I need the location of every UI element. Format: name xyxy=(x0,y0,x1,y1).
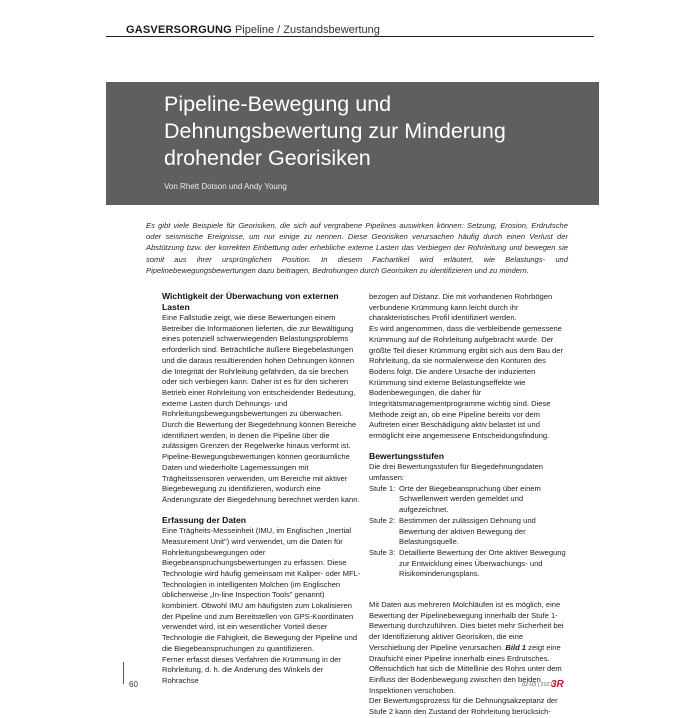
stage-text: Orte der Biegebeanspruchung über einem Schwellenwert werden gemeldet und aufgezeichnet. xyxy=(399,483,541,515)
issue-number: 02-03 | 2021 xyxy=(522,682,553,688)
stage-item xyxy=(369,548,568,580)
stage-text: Bestimmen der zulässigen Dehnung und Bewertung der aktiven Bewegung der Belastungsquelle. xyxy=(399,515,536,547)
figure-reference: Bild 1 xyxy=(505,642,527,652)
paragraph: Der Bewertungsprozess für die Dehnungsakzeptanz der Stufe 2 kann den Zustand der Rohrleitung berücksich- xyxy=(369,696,558,717)
assessment-stage-list xyxy=(369,484,568,580)
section-heading-data-collection: Erfassung der Daten xyxy=(162,514,247,525)
paragraph-text: zeigt eine Draufsicht einer Pipeline innerhalb eines Erdrutsches. Offensichtlich hat sich die Mittellinie des Rohrs unter dem Einfluss der Bodenbewegung zwischen den beiden Inspektionen verschoben. xyxy=(369,642,562,695)
paragraph: bezogen auf Distanz. Die mit vorhandenen Rohrbögen verbundene Krümmung kann leicht durch ihr charakteristisches Profil identifiziert werden. xyxy=(369,292,553,323)
running-header xyxy=(126,24,380,36)
paragraph: Eine Trägheits-Messeinheit (IMU, im Englischen „Inertial Measurement Unit") wird verwendet, um die Daten für Rohrleitungsbewegungen oder Biegebeanspruchungsbewertungen zu erfassen. Diese Technologie wird häufig gemeinsam mit Kaliper- oder MFL-Technologien in intelligenten Molchen (im Englischen üblicherweise „In-line Inspection Tools" genannt) kombiniert. Obwohl IMU am häufigsten zum Lokalisieren der Pipeline und zum Bereitstellen von GPS-Koordinaten verwendet wird, ist ein wesentlicher Vorteil dieser Technologie die Fähigkeit, die Bewegung der Pipeline und die Biegebeanspruchungen zu quantifizieren. xyxy=(162,526,361,653)
paragraph: Die drei Bewertungsstufen für Biegedehnungsdaten umfassen: xyxy=(369,462,543,483)
paragraph-text: Mit Daten aus mehreren Molchläufen ist es möglich, eine Bewertung der Pipelinebewegung innerhalb der Stufe 1-Bewertung durchzuführen. Dies bietet mehr Sicherheit bei der Identifizierung aktiver Georisiken, die eine Verschiebung der Pipeline verursachen. xyxy=(369,600,564,652)
column-right xyxy=(369,292,568,718)
logo-text: 3R xyxy=(551,679,564,688)
byline: Von Rhett Dotson und Andy Young xyxy=(164,182,287,191)
footer-rule xyxy=(123,662,124,684)
stage-text: Detaillierte Bewertung der Orte aktiver Bewegung zur Entwicklung eines Überwachungs- und Risikominderungsplans. xyxy=(399,547,566,579)
stage-label: Stufe 3: xyxy=(369,547,396,557)
paragraph: Eine Fallstudie zeigt, wie diese Bewertungen einem Betreiber die Informationen lieferten, die zur Bewältigung eines potenziell schwerwiegenden Belastungsproblems erforderlich sind. Beträchtliche äußere Biegebelastungen und die daraus resultierenden hohen Dehnungen können die Integrität der Rohrleitung gefährden, da sie brechen oder sich verbiegen kann. Daher ist es für den sicheren Betrieb einer Rohrleitung von entscheidender Bedeutung, externe Lasten durch Dehnungs- und Rohrleitungsbewegungsbewertungen zu überwachen. Durch die Bewertung der Biegedehnung können Bereiche identifiziert werden, in denen die Pipeline über die zulässigen Grenzen der Regelwerke hinaus verformt ist. Pipeline-Bewegungsbewertungen können georäumliche Daten und wiederholte Lagemessungen mit Trägheitssensoren verwenden, um Bereiche mit aktiver Biegebewegung zu identifizieren, wodurch eine Änderungsrate der Biegedehnung berechnet werden kann. xyxy=(162,313,360,504)
stage-item xyxy=(369,484,568,516)
stage-item xyxy=(369,516,568,548)
header-category: GASVERSORGUNG xyxy=(126,24,232,36)
section-heading-assessment-levels: Bewertungsstufen xyxy=(369,450,444,461)
lead-paragraph: Es gibt viele Beispiele für Georisiken, die sich auf vergrabene Pipelines auswirken können: Setzung, Erosion, Erdrutsche oder seismische Ereignisse, um nur einige zu nennen. Diese Georisiken verursachen häufig durch einen Verlust der Abstützung bzw. der korrekten Einbettung oder erhebliche externe Lasten das Verbiegen der Rohrleitung und bewegen sie somit aus ihrer ursprünglichen Position. In diesem Fachartikel wird erläutert, wie Belastungs- und Pipelinebewegungsbewertungen dazu beitragen, Bedrohungen durch Georisiken zu identifizieren und zu mindern. xyxy=(146,221,568,275)
stage-label: Stufe 2: xyxy=(369,515,396,525)
article-title: Pipeline-Bewegung und Dehnungsbewertung zur Minderung drohender Georisiken xyxy=(164,92,506,170)
3r-logo-icon xyxy=(551,678,567,688)
column-left xyxy=(162,291,361,687)
section-heading-monitoring: Wichtigkeit der Überwachung von externen Lasten xyxy=(162,291,339,312)
stage-label: Stufe 1: xyxy=(369,483,396,493)
paragraph: Es wird angenommen, dass die verbleibende gemessene Krümmung auf die Rohrleitung aufgebracht wurde. Der größte Teil dieser Krümmung ergibt sich aus dem Bau der Rohrleitung, da sie normalerweise den Konturen des Bodens folgt. Die andere Ursache der induzierten Krümmung sind externe Belastungseffekte wie Bodenbewegungen, die daher für Integritätsmanagementprogramme wichtig sind. Diese Methode zeigt an, ob eine Pipeline bereits vor dem Auftreten einer Beschädigung aktiv belastet ist und ermöglicht eine angemessene Entscheidungsfindung. xyxy=(369,324,564,441)
page-number: 60 xyxy=(129,680,138,689)
header-rule xyxy=(106,36,594,37)
title-banner xyxy=(106,82,599,205)
header-subcategory: Pipeline / Zustandsbewertung xyxy=(234,24,380,36)
paragraph: Ferner erfasst dieses Verfahren die Krümmung in der Rohrleitung, d. h. die Änderung des Winkels der Rohrachse xyxy=(162,654,341,685)
